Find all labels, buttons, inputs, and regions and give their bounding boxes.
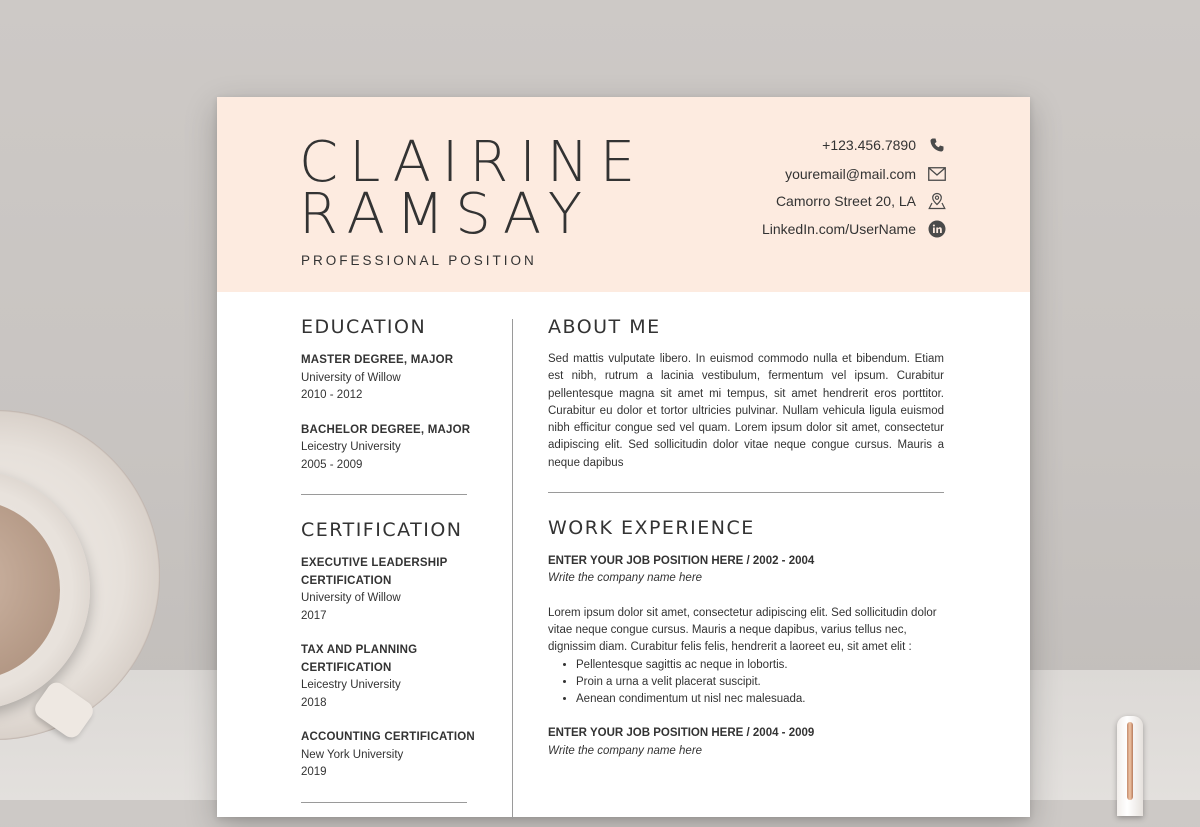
phone-text: +123.456.7890	[822, 137, 916, 153]
linkedin-text: LinkedIn.com/UserName	[761, 221, 916, 237]
job-company: Write the company name here	[548, 744, 703, 757]
certification-entry	[301, 729, 481, 782]
left-column	[301, 316, 481, 827]
certification-heading: CERTIFICATION	[301, 519, 463, 541]
first-name: CLAIRINE	[299, 130, 647, 195]
about-text: Sed mattis vulputate libero. In euismod commodo nulla et bibendum. Etiam est nibh, rutrum a lacinia vestibulum, fermentum vel ipsum. Curabitur pellentesque magna sit amet mi tempus, sit amet hendrerit eros porttitor. Curabitur eu dolor et tortor ultricies pulvinar. Nullam vehicula ligula euismod nibh efficitur congue sed vel quam. Lorem ipsum dolor sit amet, consectetur adipiscing elit. Sed sollicitudin dolor vitae neque congue cursus. Mauris a neque dapibus	[548, 353, 944, 469]
map-pin-icon	[928, 192, 946, 210]
job-position: ENTER YOUR JOB POSITION HERE / 2002 - 2004	[548, 555, 815, 568]
contact-email	[785, 163, 946, 185]
about-heading: ABOUT ME	[548, 316, 661, 338]
certification-name: ACCOUNTING CERTIFICATION	[301, 731, 475, 743]
header-band	[217, 97, 1030, 292]
education-heading: EDUCATION	[301, 316, 427, 338]
job-position: ENTER YOUR JOB POSITION HERE / 2004 - 2009	[548, 727, 815, 740]
professional-position: PROFESSIONAL POSITION	[301, 253, 537, 268]
certification-name: EXECUTIVE LEADERSHIP CERTIFICATION	[301, 557, 448, 587]
job-entry	[548, 553, 944, 708]
education-entry	[301, 422, 481, 475]
certification-org: University of Willow	[301, 592, 401, 604]
degree: BACHELOR DEGREE, MAJOR	[301, 423, 471, 436]
certification-year: 2018	[301, 696, 327, 709]
section-separator	[301, 802, 467, 803]
years: 2010 - 2012	[301, 389, 363, 401]
job-entry	[548, 725, 944, 760]
linkedin-icon	[928, 220, 946, 238]
certification-year: 2017	[301, 609, 327, 622]
right-column	[548, 316, 944, 760]
job-description: Lorem ipsum dolor sit amet, consectetur adipiscing elit. Sed sollicitudin dolor vitae neque congue cursus. Mauris a neque dapibus, varius tellus nec, dignissim diam. Curabitur felis felis, hendrerit a laoreet eu, sit amet elit :	[548, 606, 937, 654]
section-separator	[548, 492, 944, 493]
resume-paper	[217, 97, 1030, 817]
pen-clip	[1127, 722, 1133, 800]
envelope-icon	[928, 165, 946, 183]
work-heading: WORK EXPERIENCE	[548, 517, 755, 540]
certification-year: 2019	[301, 766, 327, 778]
certification-entry	[301, 642, 481, 712]
email-text: youremail@mail.com	[785, 166, 916, 182]
certification-name: TAX AND PLANNING CERTIFICATION	[301, 644, 418, 674]
job-bullets	[548, 657, 944, 709]
contact-address	[776, 190, 946, 212]
certification-org: New York University	[301, 748, 404, 761]
school: Leicestry University	[301, 441, 401, 453]
address-text: Camorro Street 20, LA	[775, 193, 916, 209]
certification-org: Leicestry University	[301, 679, 401, 691]
years: 2005 - 2009	[301, 458, 363, 471]
job-company: Write the company name here	[548, 572, 703, 585]
section-separator	[301, 494, 467, 495]
degree: MASTER DEGREE, MAJOR	[301, 354, 454, 366]
job-bullet: • Proin a urna a velit placerat suscipit.	[576, 674, 944, 691]
last-name: RAMSAY	[299, 182, 594, 247]
contact-linkedin	[762, 218, 946, 240]
job-bullet: • Pellentesque sagittis ac neque in lobortis.	[576, 657, 944, 674]
phone-icon	[928, 136, 946, 154]
certification-entry	[301, 555, 481, 625]
job-bullet: • Aenean condimentum ut nisl nec malesuada.	[576, 691, 944, 708]
contact-phone	[822, 134, 946, 156]
column-divider	[512, 319, 513, 819]
education-entry	[301, 352, 481, 405]
school: University of Willow	[301, 371, 401, 384]
